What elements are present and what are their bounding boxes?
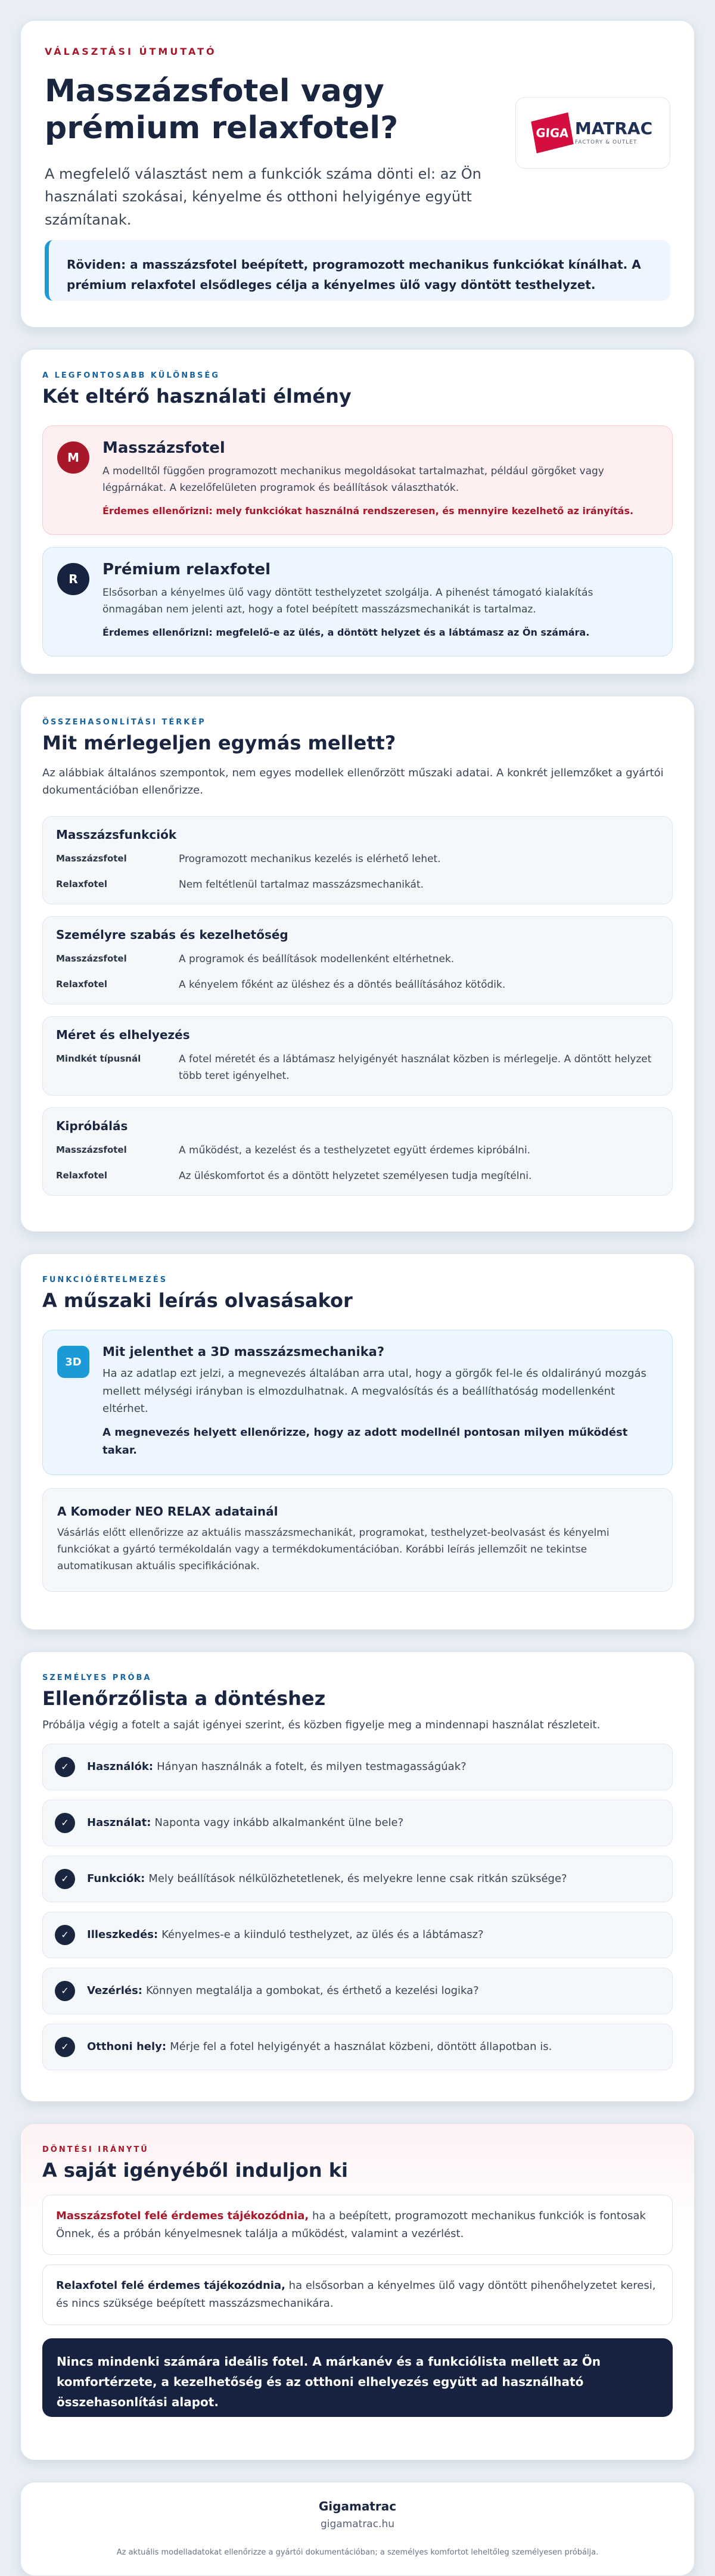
comparison-section [20, 696, 695, 1232]
criteria-list [42, 816, 673, 1196]
row-label: Mindkét típusnál [56, 1053, 141, 1065]
footer-link[interactable]: gigamatrac.hu [320, 2518, 395, 2530]
komoder-text: Vásárlás előtt ellenőrizze az aktuális masszázsmechanikát, programokat, testhelyzet-beolvasást és kényelmi funkciókat a gyártó termékoldalán vagy a termékdokumentációban. Korábbi leírás jellemzőit ne tekintse automatikusan aktuális specifikációnak. [57, 1527, 610, 1573]
hero-lead: A megfelelő választást nem a funkciók száma dönti el: az Ön használati szokásai, kényelme és otthoni helyigénye együtt számítanak. [45, 165, 481, 228]
checklist [42, 1744, 673, 2070]
check-icon: ✓ [55, 1757, 75, 1777]
section-title: A műszaki leírás olvasásakor [42, 1289, 353, 1312]
checklist-item: ✓ Használat: Naponta vagy inkább alkalmanként ülne bele? [42, 1800, 673, 1846]
relax-note: Érdemes ellenőrizni: megfelelő-e az ülés, a döntött helyzet és a lábtámasz az Ön számára. [102, 627, 590, 639]
info-bold: A megnevezés helyett ellenőrizze, hogy az adott modellnél pontosan milyen működést takar. [102, 1426, 628, 1457]
komoder-note [42, 1488, 673, 1592]
info-text: Ha az adatlap ezt jelzi, a megnevezés általában arra utal, hogy a görgők fel-le és oldalirányú mozgás mellett mélységi irányban is elmozdulhatnak. A megvalósítás és a beállíthatóság modellenként eltérhet. [102, 1367, 646, 1415]
row-label: Relaxfotel [56, 878, 107, 889]
3d-mechanism-info [42, 1330, 673, 1475]
criteria-row [56, 1051, 659, 1084]
check-icon: ✓ [55, 1813, 75, 1833]
massage-chair-box [42, 425, 673, 535]
row-value: A programok és beállítások modellenként eltérhetnek. [179, 953, 455, 965]
page-title: Masszázsfotel vagy prémium relaxfotel? [45, 73, 399, 147]
decision-section [20, 2123, 695, 2460]
checklist-item: ✓ Illeszkedés: Kényelmes-e a kiinduló testhelyzet, az ülés és a lábtámasz? [42, 1912, 673, 1958]
section-kicker: A LEGFONTOSABB KÜLÖNBSÉG [42, 371, 220, 380]
logo-wordmark: MATRAC [574, 119, 653, 138]
relax-chair-box [42, 547, 673, 657]
row-label: Relaxfotel [56, 1169, 107, 1181]
criteria-customization [42, 916, 673, 1004]
criteria-title: Személyre szabás és kezelhetőség [56, 927, 288, 942]
footer-brand: Gigamatrac [318, 2499, 397, 2513]
checklist-item: ✓ Használók: Hányan használnák a fotelt, és milyen testmagasságúak? [42, 1744, 673, 1790]
logo-mark: GIGA [531, 113, 573, 154]
section-kicker: DÖNTÉSI IRÁNYTŰ [42, 2145, 149, 2154]
final-note: Nincs mindenki számára ideális fotel. A márkanév és a funkciólista mellett az Ön komfortérzete, a kezelhetőség és az otthoni elhelyezés együtt ad használható összehasonlítási alapot. [42, 2338, 673, 2417]
criteria-massage-functions [42, 816, 673, 904]
section-intro: Próbálja végig a fotelt a saját igényei szerint, és közben figyelje meg a mindennapi használat részleteit. [42, 1719, 601, 1731]
criteria-title: Masszázsfunkciók [56, 827, 177, 842]
row-value: Az üléskomfortot és a döntött helyzetet személyesen tudja megítélni. [179, 1169, 532, 1182]
massage-badge: M [57, 441, 89, 474]
difference-section [20, 349, 695, 674]
checklist-item: ✓ Vezérlés: Könnyen megtalálja a gombokat, és érthető a kezelési logika? [42, 1968, 673, 2014]
massage-title: Masszázsfotel [102, 439, 225, 457]
info-title: Mit jelenthet a 3D masszázsmechanika? [102, 1345, 385, 1359]
footer-note: Az aktuális modelladatokat ellenőrizze a gyártói dokumentációban; a személyes komfortot leheltőleg személyesen próbálja. [116, 2548, 599, 2557]
criteria-row [56, 851, 659, 867]
check-icon: ✓ [55, 2037, 75, 2057]
relax-text: Elsősorban a kényelmes ülő vagy döntött testhelyzetet szolgálja. A pihenést támogató kialakítás önmagában nem jelenti azt, hogy a fotel beépített masszázsmechanikát is tartalmaz. [102, 587, 593, 616]
3d-badge: 3D [57, 1346, 89, 1378]
checklist-item: ✓ Otthoni hely: Mérje fel a fotel helyigényét a használat közbeni, döntött állapotban is. [42, 2024, 673, 2070]
option-relax: Relaxfotel felé érdemes tájékozódnia, ha elsősorban a kényelmes ülő vagy döntött pihenőhelyzetet keresi, és nincs szüksége beépített masszázsmechanikára. [42, 2264, 673, 2325]
criteria-row [56, 877, 659, 893]
row-value: A kényelem főként az üléshez és a döntés beállításához kötődik. [179, 979, 506, 991]
section-kicker: FUNKCIÓÉRTELMEZÉS [42, 1275, 168, 1284]
criteria-title: Méret és elhelyezés [56, 1028, 190, 1043]
row-label: Relaxfotel [56, 979, 107, 990]
logo-subtitle: FACTORY & OUTLET [574, 139, 638, 145]
section-title: Mit mérlegeljen egymás mellett? [42, 732, 396, 754]
section-kicker: ÖSSZEHASONLÍTÁSI TÉRKÉP [42, 718, 206, 727]
footer [20, 2482, 695, 2576]
row-label: Masszázsfotel [56, 853, 127, 864]
criteria-row [56, 1168, 659, 1184]
row-value: A fotel méretét és a lábtámasz helyigényét használat közben is mérlegelje. A döntött helyzet több teret igényelhet. [179, 1053, 652, 1082]
row-label: Masszázsfotel [56, 1144, 127, 1155]
row-label: Masszázsfotel [56, 953, 127, 964]
checklist-item: ✓ Funkciók: Mely beállítások nélkülözhetetlenek, és melyekre lenne csak ritkán szüksége? [42, 1856, 673, 1902]
section-intro: Az alábbiak általános szempontok, nem egyes modellek ellenőrzött műszaki adatai. A konkrét jellemzőket a gyártói dokumentációban ellenőrizze. [42, 767, 664, 797]
komoder-title: A Komoder NEO RELAX adatainál [57, 1504, 278, 1519]
criteria-row [56, 1143, 659, 1159]
checklist-section [20, 1651, 695, 2102]
gigamatrac-logo[interactable] [515, 97, 670, 169]
criteria-testing [42, 1107, 673, 1196]
criteria-row [56, 951, 659, 967]
section-title: A saját igényéből induljon ki [42, 2159, 348, 2182]
option-massage: Masszázsfotel felé érdemes tájékozódnia, ha a beépített, programozott mechanikus funkciók is fontosak Önnek, és a próbán kényelmesnek találja a működést, valamint a vezérlést. [42, 2195, 673, 2255]
massage-text: A modelltől függően programozott mechanikus megoldásokat tartalmazhat, például görgőket vagy légpárnákat. A kezelőfelületen programok és beállítások választhatók. [102, 465, 604, 494]
section-kicker: SZEMÉLYES PRÓBA [42, 1673, 152, 1682]
row-value: Programozott mechanikus kezelés is elérhető lehet. [179, 853, 441, 865]
row-value: A működést, a kezelést és a testhelyzetet együtt érdemes kipróbálni. [179, 1144, 531, 1156]
check-icon: ✓ [55, 1869, 75, 1889]
hero-kicker: VÁLASZTÁSI ÚTMUTATÓ [45, 46, 217, 57]
criteria-title: Kipróbálás [56, 1118, 128, 1133]
section-title: Ellenőrzőlista a döntéshez [42, 1687, 326, 1710]
row-value: Nem feltétlenül tartalmaz masszázsmechanikát. [179, 878, 424, 891]
check-icon: ✓ [55, 1981, 75, 2001]
relax-badge: R [57, 563, 89, 595]
criteria-row [56, 977, 659, 993]
criteria-size-placement [42, 1016, 673, 1095]
section-title: Két eltérő használati élmény [42, 385, 352, 407]
massage-note: Érdemes ellenőrizni: mely funkciókat használná rendszeresen, és mennyire kezelhető az irányítás. [102, 505, 634, 517]
hero-card [20, 20, 695, 328]
summary-callout: Röviden: a masszázsfotel beépített, programozott mechanikus funkciókat kínálhat. A prémium relaxfotel elsődleges célja a kényelmes ülő vagy döntött testhelyzet. [45, 240, 670, 301]
check-icon: ✓ [55, 1925, 75, 1945]
technical-section [20, 1253, 695, 1630]
relax-title: Prémium relaxfotel [102, 561, 271, 578]
